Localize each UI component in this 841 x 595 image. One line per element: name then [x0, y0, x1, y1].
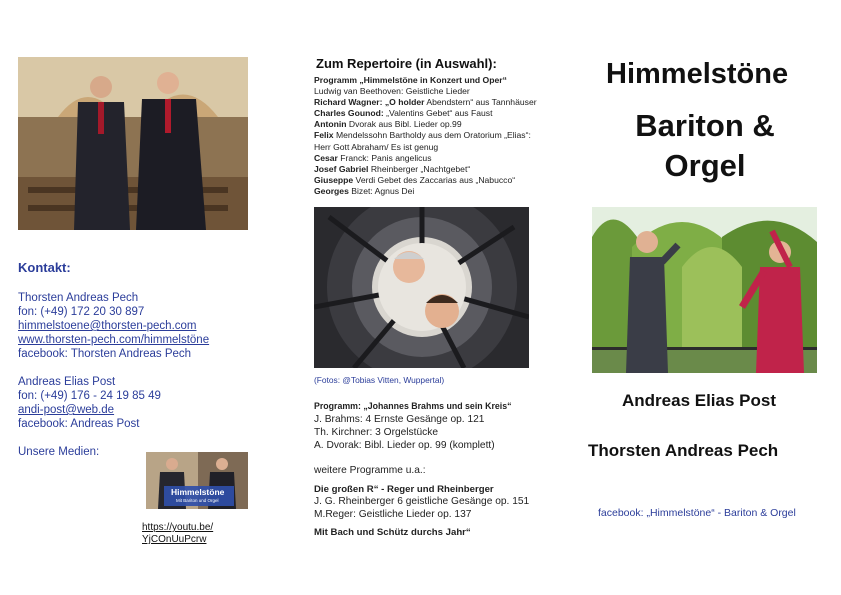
program2-block	[314, 400, 512, 452]
contact-pech-web-link[interactable]: www.thorsten-pech.com/himmelstöne	[18, 334, 210, 346]
title-himmelstoene: Himmelstöne	[606, 58, 789, 90]
contact-post-facebook: facebook: Andreas Post	[18, 418, 140, 430]
program4-title: Mit Bach und Schütz durchs Jahr“	[314, 527, 471, 539]
program3-title: Die großen R“ - Reger und Rheinberger	[314, 483, 494, 495]
program1-item: Josef Gabriel Rheinberger „Nachtgebet“	[314, 163, 471, 174]
name-andreas-elias-post: Andreas Elias Post	[622, 391, 777, 410]
program1-item: Giuseppe Verdi Gebet des Zaccarias aus „Nabucco“	[314, 174, 516, 185]
youtube-link-line2[interactable]: YjCOnUuPcrw	[142, 534, 207, 545]
repertoire-title: Zum Repertoire (in Auswahl):	[316, 56, 497, 71]
program1-item: Felix Mendelssohn Bartholdy aus dem Oratorium „Elias“:	[314, 130, 531, 141]
contact-post-phone: fon: (+49) 176 - 24 19 85 49	[18, 390, 161, 402]
title-bariton-orgel	[620, 106, 790, 186]
program1-item: Ludwig van Beethoven: Geistliche Lieder	[314, 86, 470, 97]
program1-item: Antonin Dvorak aus Bibl. Lieder op.99	[314, 119, 462, 130]
title-orgel: Orgel	[664, 148, 746, 183]
program3-item: M.Reger: Geistliche Lieder op. 137	[314, 508, 472, 520]
name-thorsten-andreas-pech: Thorsten Andreas Pech	[588, 441, 779, 460]
contact-post-name: Andreas Elias Post	[18, 376, 116, 388]
youtube-link-line1[interactable]: https://youtu.be/	[142, 522, 214, 533]
program3-item: J. G. Rheinberger 6 geistliche Gesänge op. 151	[314, 496, 530, 508]
program3-block	[314, 465, 529, 540]
video-thumbnail[interactable]	[146, 452, 248, 509]
kontakt-heading: Kontakt:	[18, 260, 71, 275]
video-thumb-title: Himmelstöne	[171, 487, 225, 497]
contact-pech-facebook: facebook: Thorsten Andreas Pech	[18, 348, 192, 360]
contact-pech	[18, 291, 209, 361]
contact-pech-phone: fon: (+49) 172 20 30 897	[18, 306, 145, 318]
program1-item: Cesar Franck: Panis angelicus	[314, 152, 432, 163]
photo-organ-pipes	[314, 207, 529, 368]
contact-post	[18, 375, 161, 431]
youtube-link[interactable]	[142, 522, 213, 546]
program1-list	[314, 75, 537, 197]
program1-item: Charles Gounod: „Valentins Gebet“ aus Faust	[314, 108, 493, 119]
program2-item: A. Dvorak: Bibl. Lieder op. 99 (komplett)	[314, 440, 495, 451]
contact-pech-email-link[interactable]: himmelstoene@thorsten-pech.com	[18, 320, 197, 332]
program1-item: Richard Wagner: „O holder Abendstern“ aus Tannhäuser	[314, 97, 537, 108]
program2-item: Th. Kirchner: 3 Orgelstücke	[314, 427, 438, 438]
program1-item: Herr Gott Abraham/ Es ist genug	[314, 141, 439, 152]
facebook-page-label: facebook: „Himmelstöne“ - Bariton & Orgel	[598, 507, 796, 519]
weitere-label: weitere Programme u.a.:	[314, 465, 426, 476]
program1-item: Georges Bizet: Agnus Dei	[314, 185, 415, 196]
contact-post-email-link[interactable]: andi-post@web.de	[18, 404, 115, 416]
video-thumb-subtitle: Mit Bariton und Orgel	[176, 498, 219, 503]
title-bariton: Bariton &	[635, 108, 775, 143]
program1-title: Programm „Himmelstöne in Konzert und Oper“	[314, 75, 507, 85]
program2-title: Programm: „Johannes Brahms und sein Kreis“	[314, 401, 512, 411]
foto-credit: (Fotos: @Tobias Vitten, Wuppertal)	[314, 375, 445, 385]
photo-duo-park	[592, 207, 817, 373]
medien-label: Unsere Medien:	[18, 446, 100, 458]
photo-duo-church	[18, 57, 248, 230]
contact-pech-name: Thorsten Andreas Pech	[18, 292, 139, 304]
program2-item: J. Brahms: 4 Ernste Gesänge op. 121	[314, 414, 485, 425]
